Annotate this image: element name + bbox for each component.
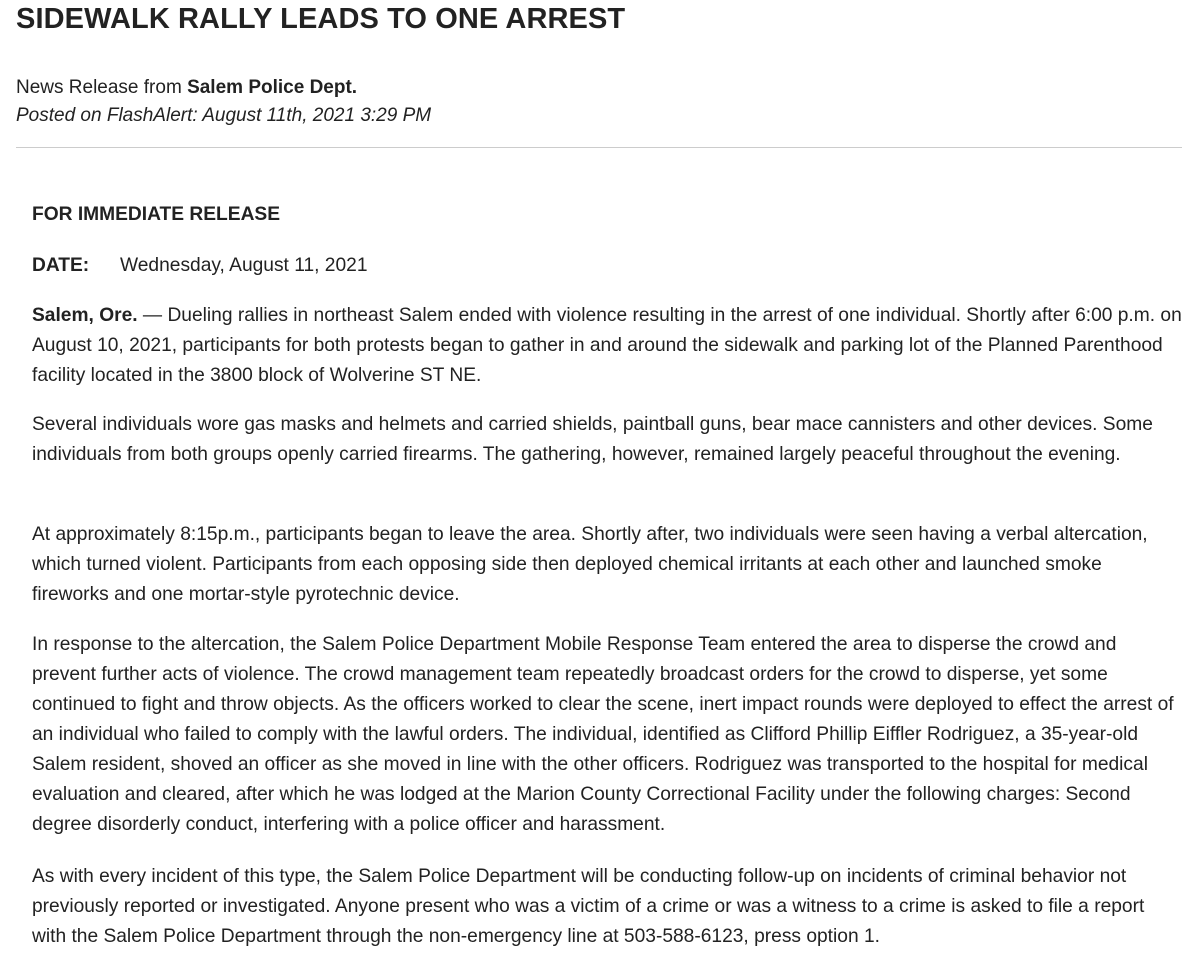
paragraph-1 — [32, 301, 1182, 391]
agency-name: Salem Police Dept. — [187, 77, 358, 98]
date-value: Wednesday, August 11, 2021 — [120, 255, 368, 276]
date-line — [32, 251, 1182, 281]
paragraph-3: At approximately 8:15p.m., participants began to leave the area. Shortly after, two individuals were seen having a verbal altercation, which turned violent. Participants from each opposing side then deployed chemical irritants at each other and launched smoke fireworks and one mortar-style pyrotechnic device. — [32, 524, 1148, 605]
paragraph-5: As with every incident of this type, the Salem Police Department will be conducting follow-up on incidents of criminal behavior not previously reported or investigated. Anyone present who was a victim of a crime or was a witness to a crime is asked to file a report with the Salem Police Department through the non-emergency line at 503-588-6123, press option 1. — [32, 866, 1145, 947]
date-label: DATE: — [32, 255, 90, 276]
headline: SIDEWALK RALLY LEADS TO ONE ARREST — [16, 3, 626, 35]
release-label: FOR IMMEDIATE RELEASE — [32, 204, 281, 225]
byline — [16, 74, 357, 102]
paragraph-2: Several individuals wore gas masks and helmets and carried shields, paintball guns, bear mace cannisters and other devices. Some individuals from both groups openly carried firearms. The gathering, however, remained largely peaceful throughout the evening. — [32, 414, 1153, 465]
divider — [16, 147, 1182, 148]
paragraph-4: In response to the altercation, the Salem Police Department Mobile Response Team entered the area to disperse the crowd and prevent further acts of violence. The crowd management team repeatedly broadcast orders for the crowd to disperse, yet some continued to fight and throw objects. As the officers worked to clear the scene, inert impact rounds were deployed to effect the arrest of an individual who failed to comply with the lawful orders. The individual, identified as Clifford Phillip Eiffler Rodriguez, a 35-year-old Salem resident, shoved an officer as she moved in line with the other officers. Rodriguez was transported to the hospital for medical evaluation and cleared, after which he was lodged at the Marion County Correctional Facility under the following charges: Second degree disorderly conduct, interfering with a police officer and harassment. — [32, 634, 1174, 835]
dateline: Salem, Ore. — [32, 305, 138, 326]
posted-date: Posted on FlashAlert: August 11th, 2021 3:29 PM — [16, 105, 432, 126]
byline-prefix: News Release from — [16, 77, 188, 98]
paragraph-1-text: — Dueling rallies in northeast Salem ended with violence resulting in the arrest of one individual. Shortly after 6:00 p.m. on August 10, 2021, participants for both protests began to gather in and around the sidewalk and parking lot of the Planned Parenthood facility located in the 3800 block of Wolverine ST NE. — [32, 305, 1182, 386]
